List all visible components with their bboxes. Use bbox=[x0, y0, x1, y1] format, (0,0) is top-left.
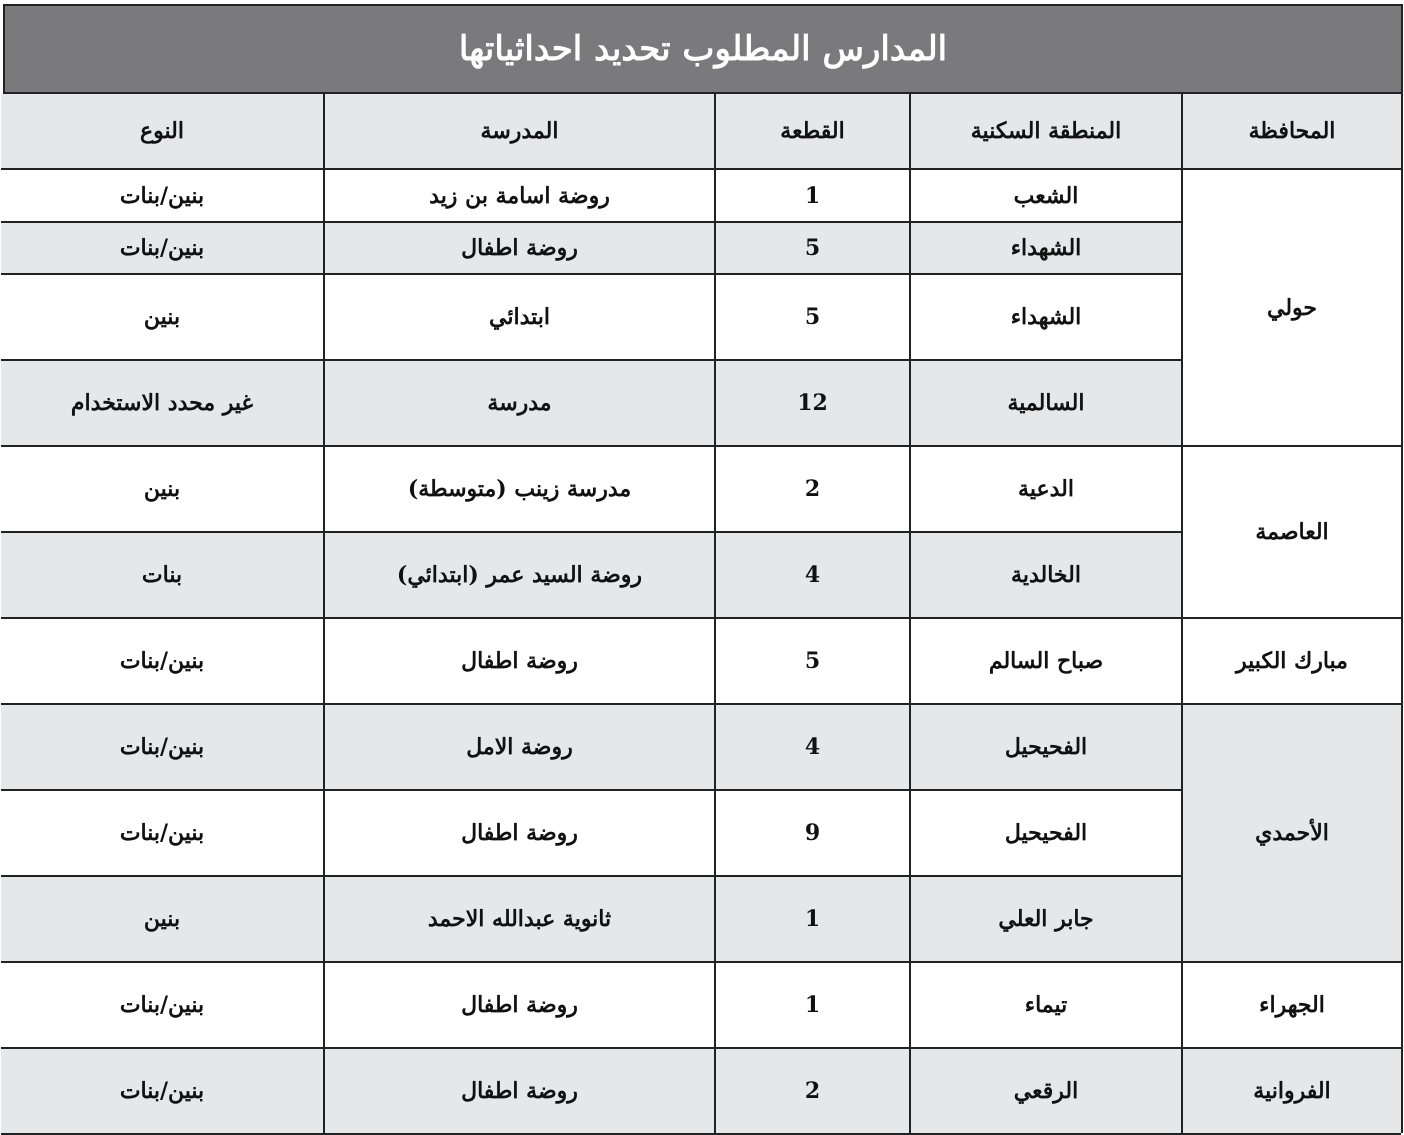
block-cell: 5 bbox=[715, 618, 910, 704]
type-cell: غير محدد الاستخدام bbox=[1, 360, 324, 446]
area-cell: الفحيحيل bbox=[910, 790, 1182, 876]
header-governorate: المحافظة bbox=[1182, 94, 1401, 169]
governorate-cell: الجهراء bbox=[1182, 962, 1401, 1048]
block-cell: 1 bbox=[715, 876, 910, 962]
table-row bbox=[1, 962, 1401, 1048]
header-row bbox=[1, 94, 1401, 169]
schools-sheet bbox=[3, 4, 1403, 1133]
governorate-cell: حولي bbox=[1182, 169, 1401, 446]
area-cell: الفحيحيل bbox=[910, 704, 1182, 790]
block-cell: 1 bbox=[715, 962, 910, 1048]
area-cell: الشهداء bbox=[910, 222, 1182, 274]
block-cell: 12 bbox=[715, 360, 910, 446]
area-cell: الشعب bbox=[910, 169, 1182, 222]
block-cell: 4 bbox=[715, 704, 910, 790]
area-cell: الشهداء bbox=[910, 274, 1182, 360]
block-cell: 2 bbox=[715, 1048, 910, 1134]
table-row bbox=[1, 169, 1401, 222]
school-cell: روضة اطفال bbox=[324, 790, 715, 876]
type-cell: بنين/بنات bbox=[1, 1048, 324, 1134]
school-cell: روضة اطفال bbox=[324, 962, 715, 1048]
block-cell: 5 bbox=[715, 274, 910, 360]
school-cell: روضة السيد عمر (ابتدائي) bbox=[324, 532, 715, 618]
type-cell: بنين bbox=[1, 876, 324, 962]
type-cell: بنين/بنات bbox=[1, 169, 324, 222]
header-area: المنطقة السكنية bbox=[910, 94, 1182, 169]
type-cell: بنات bbox=[1, 532, 324, 618]
governorate-cell: الأحمدي bbox=[1182, 704, 1401, 962]
school-cell: روضة اطفال bbox=[324, 618, 715, 704]
governorate-cell: مبارك الكبير bbox=[1182, 618, 1401, 704]
type-cell: بنين/بنات bbox=[1, 962, 324, 1048]
table-row bbox=[1, 618, 1401, 704]
block-cell: 9 bbox=[715, 790, 910, 876]
governorate-cell: الفروانية bbox=[1182, 1048, 1401, 1134]
school-cell: ثانوية عبدالله الاحمد bbox=[324, 876, 715, 962]
school-cell: روضة اسامة بن زيد bbox=[324, 169, 715, 222]
school-cell: مدرسة bbox=[324, 360, 715, 446]
schools-table bbox=[1, 94, 1401, 1135]
block-cell: 4 bbox=[715, 532, 910, 618]
block-cell: 5 bbox=[715, 222, 910, 274]
school-cell: مدرسة زينب (متوسطة) bbox=[324, 446, 715, 532]
school-cell: روضة الامل bbox=[324, 704, 715, 790]
area-cell: الدعية bbox=[910, 446, 1182, 532]
header-type: النوع bbox=[1, 94, 324, 169]
table-row bbox=[1, 1048, 1401, 1134]
type-cell: بنين/بنات bbox=[1, 790, 324, 876]
area-cell: الرقعي bbox=[910, 1048, 1182, 1134]
header-block: القطعة bbox=[715, 94, 910, 169]
governorate-cell: العاصمة bbox=[1182, 446, 1401, 618]
header-school: المدرسة bbox=[324, 94, 715, 169]
table-row bbox=[1, 704, 1401, 790]
type-cell: بنين/بنات bbox=[1, 618, 324, 704]
block-cell: 2 bbox=[715, 446, 910, 532]
table-title: المدارس المطلوب تحديد احداثياتها bbox=[5, 6, 1401, 94]
type-cell: بنين/بنات bbox=[1, 704, 324, 790]
block-cell: 1 bbox=[715, 169, 910, 222]
school-cell: ابتدائي bbox=[324, 274, 715, 360]
area-cell: تيماء bbox=[910, 962, 1182, 1048]
area-cell: الخالدية bbox=[910, 532, 1182, 618]
area-cell: صباح السالم bbox=[910, 618, 1182, 704]
school-cell: روضة اطفال bbox=[324, 222, 715, 274]
school-cell: روضة اطفال bbox=[324, 1048, 715, 1134]
type-cell: بنين/بنات bbox=[1, 222, 324, 274]
table-row bbox=[1, 446, 1401, 532]
type-cell: بنين bbox=[1, 274, 324, 360]
type-cell: بنين bbox=[1, 446, 324, 532]
area-cell: السالمية bbox=[910, 360, 1182, 446]
area-cell: جابر العلي bbox=[910, 876, 1182, 962]
